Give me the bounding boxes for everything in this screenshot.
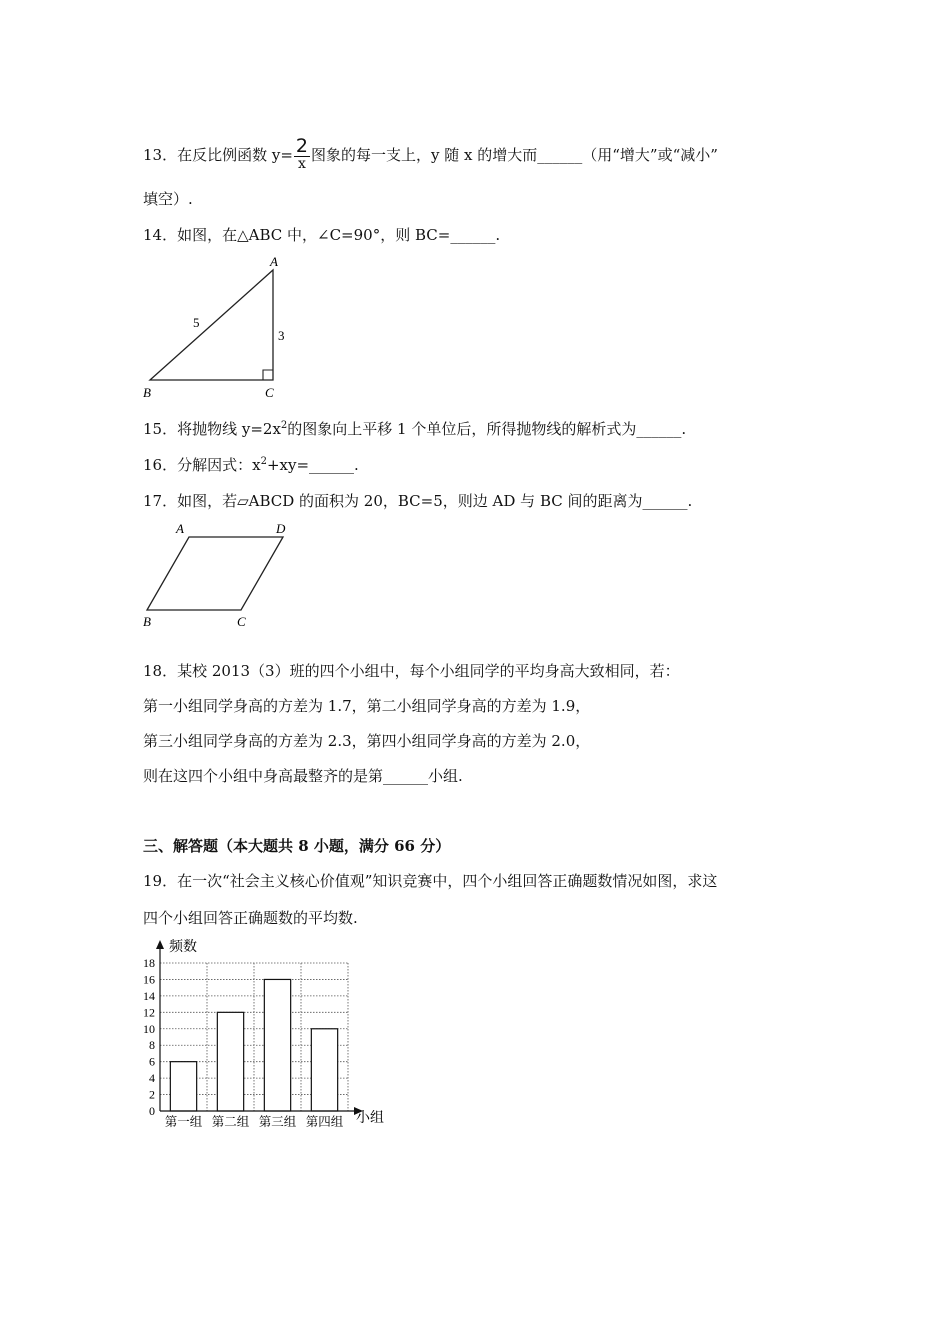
x-tick-label: 第一组 <box>164 1115 203 1129</box>
question-18-line-4: 则在这四个小组中身高最整齐的是第______小组. <box>143 767 463 785</box>
vertex-label-c: C <box>237 614 246 629</box>
chart-x-tick-labels <box>165 1115 344 1129</box>
y-axis-label: 频数 <box>169 940 197 955</box>
bar-chart <box>136 935 406 1130</box>
question-13-line-1 <box>143 135 718 174</box>
chart-y-tick-labels <box>143 956 155 1118</box>
right-angle-mark <box>263 370 273 380</box>
section-3-title: 三、解答题（本大题共 8 小题，满分 66 分） <box>143 837 451 855</box>
y-tick-label: 18 <box>143 956 155 970</box>
q13-fraction <box>294 136 310 172</box>
bar <box>170 1062 196 1111</box>
q13-fraction-numerator: 2 <box>295 135 308 157</box>
question-18-line-2: 第一小组同学身高的方差为 1.7，第二小组同学身高的方差为 1.9， <box>143 697 591 715</box>
y-tick-label: 6 <box>149 1054 155 1069</box>
q13-prefix: 13．在反比例函数 y= <box>143 146 293 164</box>
question-18-line-1: 18．某校 2013（3）班的四个小组中，每个小组同学的平均身高大致相同，若： <box>143 662 680 680</box>
question-16 <box>143 455 359 475</box>
y-tick-label: 2 <box>149 1087 155 1102</box>
question-13-line-2: 填空）. <box>143 190 193 208</box>
x-tick-label: 第二组 <box>211 1115 250 1129</box>
x-tick-label: 第四组 <box>305 1115 344 1129</box>
vertex-label-b: B <box>143 614 151 629</box>
parallelogram-figure <box>140 518 300 633</box>
triangle-abc <box>150 270 273 380</box>
y-tick-label: 8 <box>149 1038 155 1053</box>
triangle-figure <box>140 252 300 402</box>
question-19-line-1: 19．在一次“社会主义核心价值观”知识竞赛中，四个小组回答正确题数情况如图，求这 <box>143 872 718 890</box>
vertex-label-a: A <box>270 254 278 269</box>
y-tick-label: 0 <box>149 1104 155 1118</box>
q13-fraction-denominator: x <box>298 156 306 172</box>
question-14: 14．如图，在△ABC 中，∠C=90°，则 BC=______. <box>143 226 501 244</box>
bar <box>217 1012 243 1111</box>
q16-exponent: 2 <box>260 456 267 467</box>
q13-suffix: 图象的每一支上，y 随 x 的增大而______（用“增大”或“减小” <box>311 146 718 164</box>
q15-suffix: 的图象向上平移 1 个单位后，所得抛物线的解析式为______. <box>287 420 687 438</box>
y-tick-label: 16 <box>143 972 155 987</box>
y-tick-label: 12 <box>143 1005 155 1020</box>
q15-prefix: 15．将抛物线 y=2x <box>143 420 281 438</box>
y-axis-arrow <box>156 940 164 949</box>
question-19-line-2: 四个小组回答正确题数的平均数. <box>143 909 358 927</box>
question-18-line-3: 第三小组同学身高的方差为 2.3，第四小组同学身高的方差为 2.0， <box>143 732 591 750</box>
side-ac-label: 3 <box>278 328 285 343</box>
y-tick-label: 4 <box>149 1071 155 1086</box>
bar <box>311 1029 337 1111</box>
vertex-label-d: D <box>276 521 286 536</box>
bar <box>264 979 290 1111</box>
x-tick-label: 第三组 <box>258 1115 297 1129</box>
x-axis-label: 小组 <box>356 1111 384 1126</box>
question-17: 17．如图，若▱ABCD 的面积为 20，BC=5，则边 AD 与 BC 间的距离为______. <box>143 492 693 510</box>
y-tick-label: 10 <box>143 1021 155 1036</box>
hypotenuse-label: 5 <box>193 315 200 330</box>
vertex-label-a: A <box>176 521 184 536</box>
vertex-label-c: C <box>265 385 274 400</box>
y-tick-label: 14 <box>143 988 155 1003</box>
q16-suffix: +xy=______. <box>266 456 359 474</box>
vertex-label-b: B <box>143 385 151 400</box>
q15-exponent: 2 <box>280 420 288 431</box>
question-15 <box>143 419 686 439</box>
q16-prefix: 16．分解因式：x <box>143 456 261 474</box>
parallelogram-abcd <box>147 537 283 610</box>
